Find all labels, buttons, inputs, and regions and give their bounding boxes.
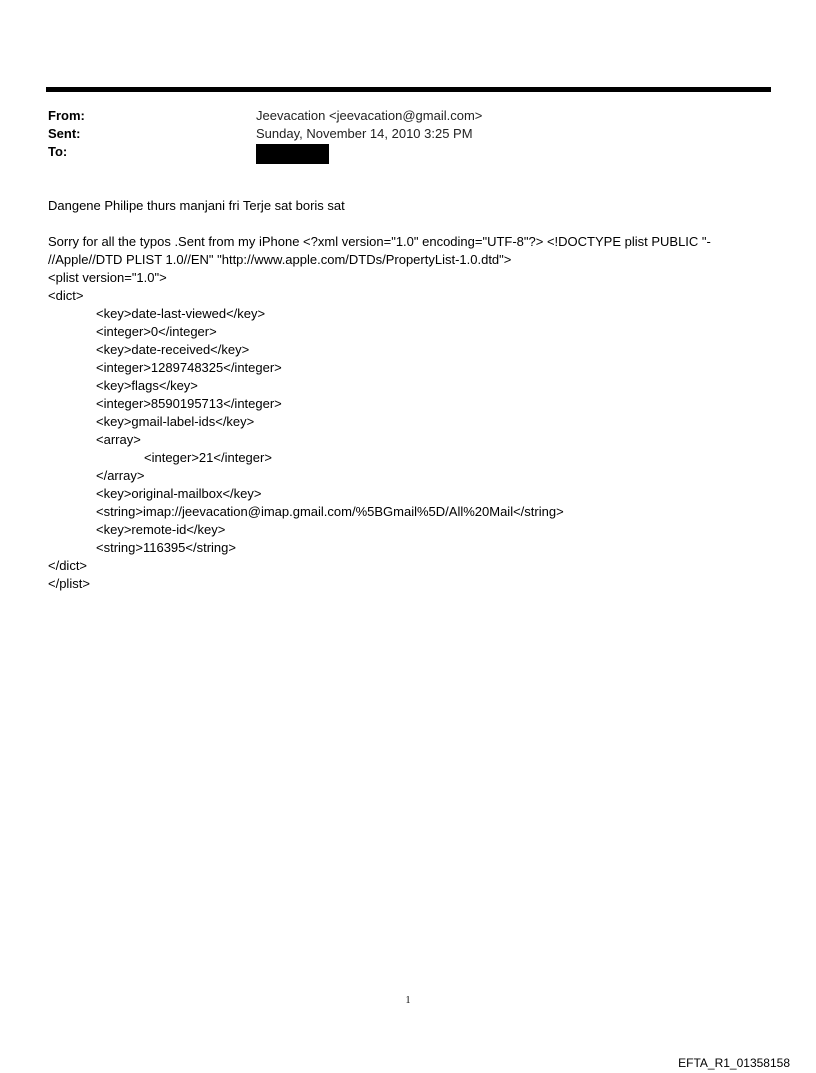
plist-line: <key>remote-id</key> <box>96 522 226 537</box>
plist-line: </dict> <box>48 558 88 573</box>
email-header <box>48 107 768 161</box>
plist-line: <key>original-mailbox</key> <box>96 486 262 501</box>
plist-line: <plist version="1.0"> <box>48 270 167 285</box>
plist-line: <integer>21</integer> <box>144 450 272 465</box>
to-label: To: <box>48 144 68 159</box>
plist-line: <key>date-received</key> <box>96 342 250 357</box>
from-row <box>48 107 768 125</box>
from-label: From: <box>48 108 85 123</box>
plist-line: </plist> <box>48 576 90 591</box>
to-row <box>48 143 768 161</box>
from-value: Jeevacation <jeevacation@gmail.com> <box>256 108 483 123</box>
plist-line: <string>imap://jeevacation@imap.gmail.com/%5BGmail%5D/All%20Mail</string> <box>96 504 564 519</box>
top-rule <box>46 87 771 92</box>
document-id: EFTA_R1_01358158 <box>678 1056 790 1070</box>
paragraph-spacer <box>48 215 768 233</box>
sent-row <box>48 125 768 143</box>
plist-line: <key>date-last-viewed</key> <box>96 306 266 321</box>
body-line-schedule: Dangene Philipe thurs manjani fri Terje sat boris sat <box>48 198 345 213</box>
email-body <box>48 197 768 593</box>
plist-line: <key>gmail-label-ids</key> <box>96 414 255 429</box>
plist-line: <string>116395</string> <box>96 540 236 555</box>
sent-label: Sent: <box>48 126 81 141</box>
redaction-box <box>256 144 329 164</box>
body-line-signature: Sorry for all the typos .Sent from my iPhone <?xml version="1.0" encoding="UTF-8"?> <!DOCTYPE plist PUBLIC "- <box>48 234 711 249</box>
body-line-doctype: //Apple//DTD PLIST 1.0//EN" "http://www.apple.com/DTDs/PropertyList-1.0.dtd"> <box>48 252 512 267</box>
plist-line: <integer>0</integer> <box>96 324 217 339</box>
sent-value: Sunday, November 14, 2010 3:25 PM <box>256 126 473 141</box>
plist-line: <integer>8590195713</integer> <box>96 396 282 411</box>
plist-line: <array> <box>96 432 141 447</box>
plist-line: <key>flags</key> <box>96 378 198 393</box>
plist-line: </array> <box>96 468 145 483</box>
plist-line: <dict> <box>48 288 84 303</box>
plist-line: <integer>1289748325</integer> <box>96 360 282 375</box>
page-number: 1 <box>405 995 411 1006</box>
